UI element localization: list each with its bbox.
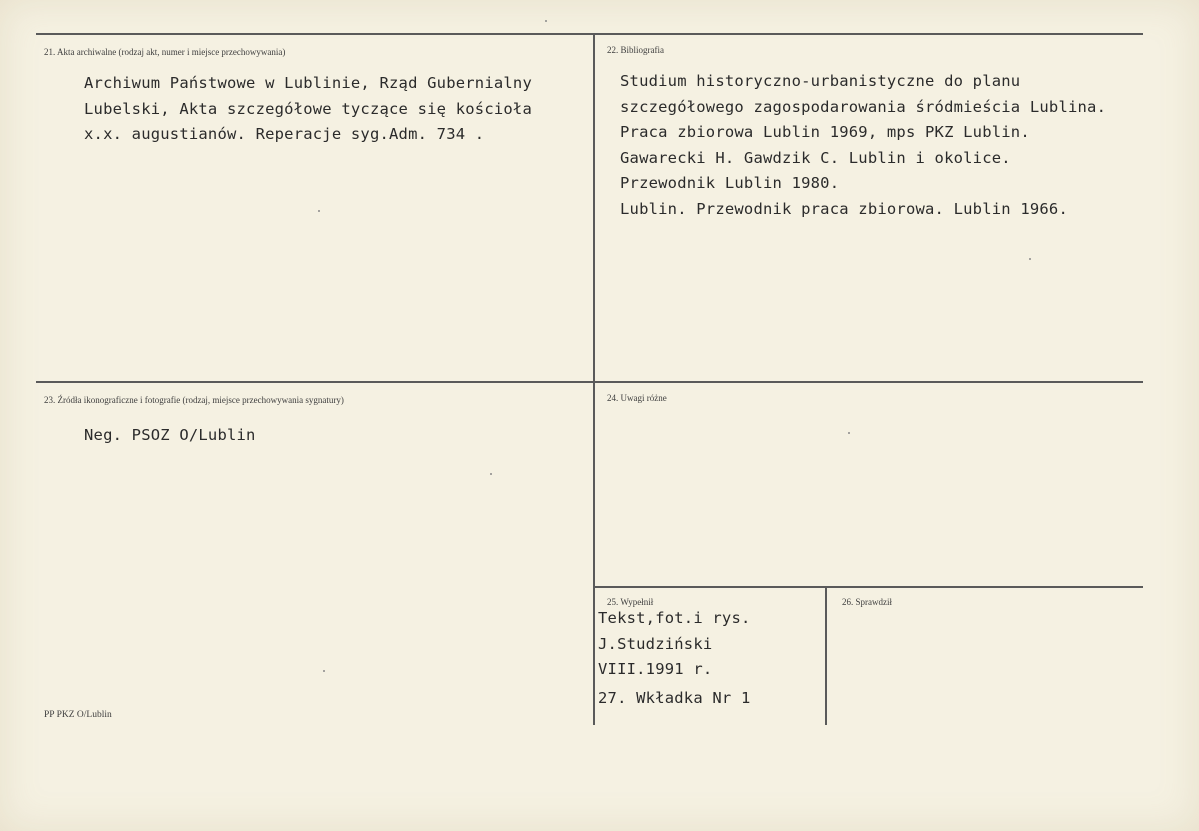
section-25-line-1: Tekst,fot.i rys.	[598, 609, 751, 627]
section-22-line-6: Lublin. Przewodnik praca zbiorowa. Lublin 1966.	[620, 199, 1068, 218]
section-25-label: 25. Wypełnił	[607, 597, 654, 607]
section-21-text	[84, 71, 532, 148]
sign-divider	[825, 588, 827, 725]
section-27-text: 27. Wkładka Nr 1	[598, 689, 751, 707]
paper-speck	[318, 210, 320, 212]
section-22-line-4: Gawarecki H. Gawdzik C. Lublin i okolice.	[620, 148, 1011, 167]
section-22-line-5: Przewodnik Lublin 1980.	[620, 174, 840, 192]
paper-speck	[1029, 258, 1031, 260]
section-21-label: 21. Akta archiwalne (rodzaj akt, numer i miejsce przechowywania)	[44, 47, 286, 57]
section-22-line-3: Praca zbiorowa Lublin 1969, mps PKZ Lublin.	[620, 123, 1030, 141]
section-22-text	[620, 69, 1106, 222]
top-rule	[36, 33, 1143, 35]
middle-rule	[36, 381, 1143, 383]
section-21-line-2: Lubelski, Akta szczegółowe tyczące się kościoła	[84, 99, 532, 118]
section-23-text: Neg. PSOZ O/Lublin	[84, 426, 256, 444]
section-21-line-1: Archiwum Państwowe w Lublinie, Rząd Gubernialny	[84, 74, 532, 92]
section-25-line-3: VIII.1991 r.	[598, 660, 713, 678]
lower-right-rule	[595, 586, 1143, 588]
section-22-line-2: szczegółowego zagospodarowania śródmieścia Lublina.	[620, 97, 1107, 116]
section-25-line-2: J.Studziński	[598, 634, 713, 653]
section-21-line-3: x.x. augustianów. Reperacje syg.Adm. 734 .	[84, 125, 485, 143]
section-23-label: 23. Źródła ikonograficzne i fotografie (rodzaj, miejsce przechowywania sygnatury)	[44, 395, 344, 405]
paper-speck	[490, 473, 492, 475]
section-22-line-1: Studium historyczno-urbanistyczne do planu	[620, 72, 1021, 90]
section-24-label: 24. Uwagi różne	[607, 393, 667, 403]
paper-speck	[848, 432, 850, 434]
center-divider	[593, 35, 595, 725]
paper-speck	[545, 20, 547, 22]
section-25-text	[598, 606, 751, 683]
paper-speck	[323, 670, 325, 672]
section-26-label: 26. Sprawdził	[842, 597, 892, 607]
section-22-label: 22. Bibliografia	[607, 45, 664, 55]
footer-publisher: PP PKZ O/Lublin	[44, 710, 112, 720]
